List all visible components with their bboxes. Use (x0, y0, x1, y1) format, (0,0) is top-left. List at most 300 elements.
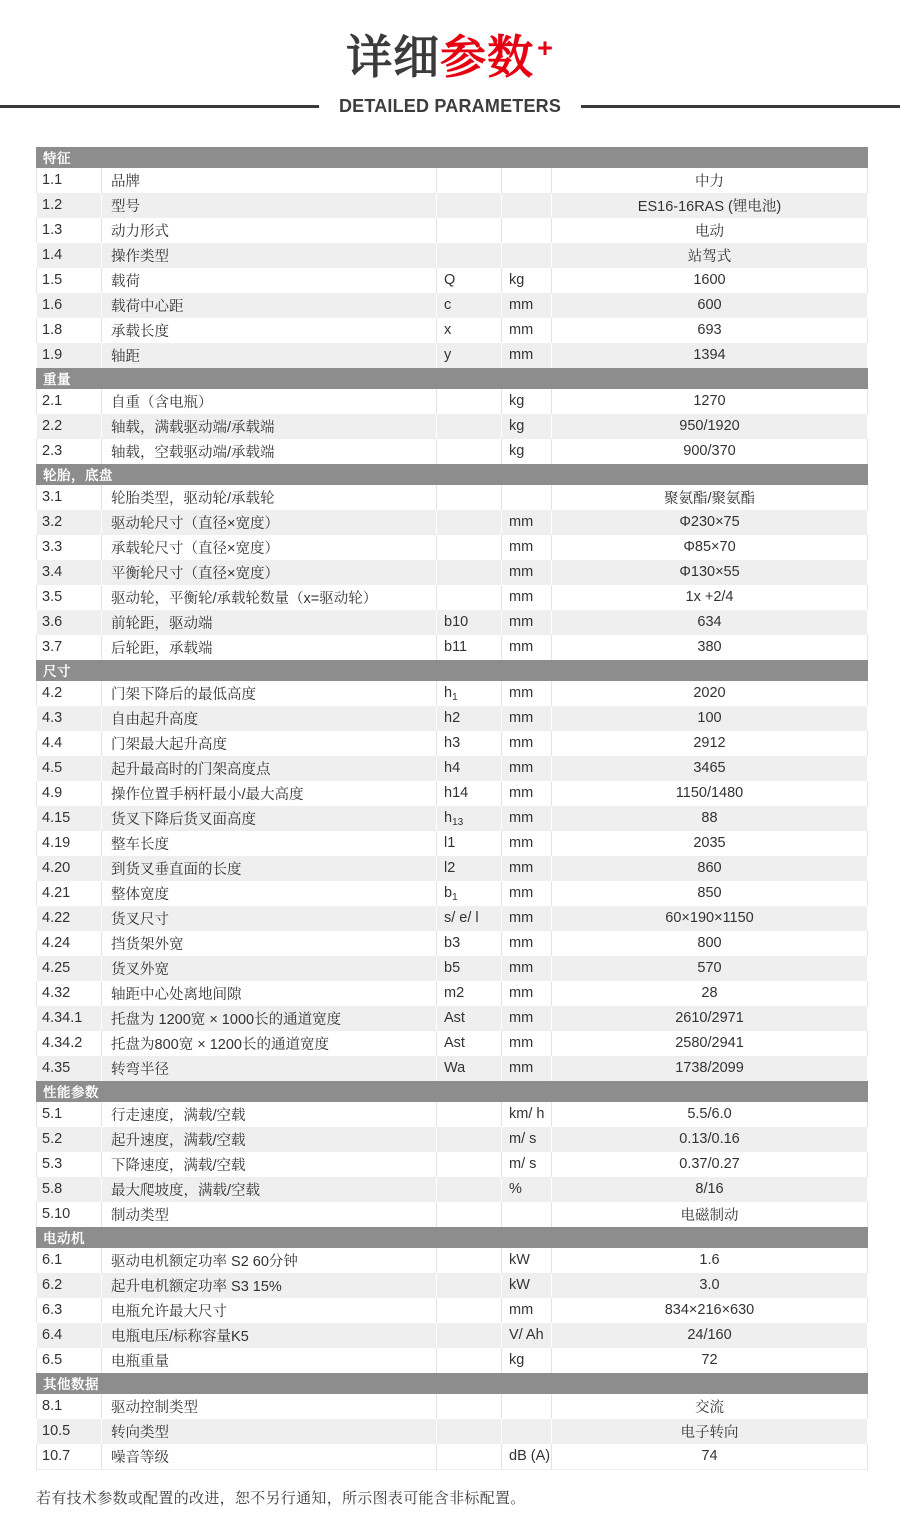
row-symbol: Ast (437, 1031, 502, 1056)
row-value: 1270 (552, 389, 868, 414)
symbol-base: h (444, 685, 453, 702)
row-number: 6.1 (36, 1248, 102, 1273)
spec-row (36, 218, 868, 243)
row-name: 载荷 (102, 268, 437, 293)
row-unit: kg (502, 389, 552, 414)
row-unit (502, 1419, 552, 1444)
row-unit: mm (502, 1056, 552, 1081)
row-number: 4.2 (36, 681, 102, 706)
plus-icon: + (537, 33, 554, 63)
spec-row (36, 1202, 868, 1227)
spec-row (36, 485, 868, 510)
row-name: 驱动轮尺寸（直径×宽度） (102, 510, 437, 535)
row-symbol (437, 535, 502, 560)
row-name: 轮胎类型，驱动轮/承载轮 (102, 485, 437, 510)
row-symbol: s/ e/ l (437, 906, 502, 931)
row-name: 门架下降后的最低高度 (102, 681, 437, 706)
row-unit: mm (502, 610, 552, 635)
section-title: 性能参数 (43, 1085, 99, 1101)
row-unit: mm (502, 635, 552, 660)
row-symbol (437, 681, 502, 706)
subtitle-text: DETAILED PARAMETERS (338, 95, 562, 116)
spec-row (36, 1273, 868, 1298)
row-symbol: l1 (437, 831, 502, 856)
row-value: 3465 (552, 756, 868, 781)
spec-row (36, 560, 868, 585)
row-name: 载荷中心距 (102, 293, 437, 318)
spec-row (36, 881, 868, 906)
spec-row (36, 681, 868, 706)
row-name: 轴距中心处离地间隙 (102, 981, 437, 1006)
row-number: 4.25 (36, 956, 102, 981)
spec-row (36, 610, 868, 635)
row-name: 电瓶电压/标称容量K5 (102, 1323, 437, 1348)
row-name: 轴载，满载驱动端/承载端 (102, 414, 437, 439)
row-name: 起升速度，满载/空载 (102, 1127, 437, 1152)
section-title: 电动机 (43, 1231, 85, 1247)
row-value: Φ230×75 (552, 510, 868, 535)
row-unit: m/ s (502, 1127, 552, 1152)
row-unit: kg (502, 439, 552, 464)
row-name: 承载轮尺寸（直径×宽度） (102, 535, 437, 560)
row-unit: mm (502, 510, 552, 535)
spec-row (36, 243, 868, 268)
row-number: 1.9 (36, 343, 102, 368)
row-value: 693 (552, 318, 868, 343)
row-symbol (437, 1394, 502, 1419)
section-header (36, 147, 868, 168)
row-name: 前轮距，驱动端 (102, 610, 437, 635)
spec-row (36, 293, 868, 318)
row-unit: mm (502, 343, 552, 368)
row-unit (502, 168, 552, 193)
row-name: 后轮距，承载端 (102, 635, 437, 660)
row-unit: mm (502, 1298, 552, 1323)
spec-row (36, 706, 868, 731)
row-value: 1.6 (552, 1248, 868, 1273)
footer-note: 若有技术参数或配置的改进，恕不另行通知，所示图表可能含非标配置。 (36, 1489, 526, 1507)
row-symbol: h4 (437, 756, 502, 781)
section-title: 其他数据 (43, 1377, 99, 1393)
row-value: 电子转向 (552, 1419, 868, 1444)
row-symbol: b10 (437, 610, 502, 635)
section-title: 特征 (43, 151, 71, 167)
row-symbol: h3 (437, 731, 502, 756)
row-number: 10.5 (36, 1419, 102, 1444)
spec-row (36, 956, 868, 981)
row-number: 1.8 (36, 318, 102, 343)
spec-row (36, 389, 868, 414)
spec-row (36, 510, 868, 535)
row-value: 60×190×1150 (552, 906, 868, 931)
row-unit: mm (502, 856, 552, 881)
row-name: 转弯半径 (102, 1056, 437, 1081)
row-value: 24/160 (552, 1323, 868, 1348)
row-name: 品牌 (102, 168, 437, 193)
row-number: 3.3 (36, 535, 102, 560)
row-symbol: Ast (437, 1006, 502, 1031)
spec-row (36, 1419, 868, 1444)
section-header (36, 1081, 868, 1102)
section-title: 轮胎，底盘 (43, 468, 113, 484)
row-number: 5.2 (36, 1127, 102, 1152)
row-symbol: b3 (437, 931, 502, 956)
row-number: 4.4 (36, 731, 102, 756)
row-number: 1.2 (36, 193, 102, 218)
row-number: 5.1 (36, 1102, 102, 1127)
row-value: 28 (552, 981, 868, 1006)
spec-row (36, 731, 868, 756)
row-value: Φ130×55 (552, 560, 868, 585)
row-value: 0.37/0.27 (552, 1152, 868, 1177)
row-name: 行走速度，满载/空载 (102, 1102, 437, 1127)
row-symbol (437, 1102, 502, 1127)
row-number: 4.20 (36, 856, 102, 881)
page-title-accent: 参数 (440, 31, 535, 83)
row-symbol: y (437, 343, 502, 368)
spec-row (36, 318, 868, 343)
spec-row (36, 931, 868, 956)
row-value: 3.0 (552, 1273, 868, 1298)
row-name: 到货叉垂直面的长度 (102, 856, 437, 881)
row-symbol (437, 1298, 502, 1323)
spec-row (36, 1006, 868, 1031)
row-name: 起升电机额定功率 S3 15% (102, 1273, 437, 1298)
row-value: 1394 (552, 343, 868, 368)
row-unit (502, 243, 552, 268)
row-value: 5.5/6.0 (552, 1102, 868, 1127)
row-symbol (437, 1152, 502, 1177)
row-number: 6.4 (36, 1323, 102, 1348)
spec-row (36, 193, 868, 218)
row-number: 4.9 (36, 781, 102, 806)
spec-row (36, 1152, 868, 1177)
row-number: 1.6 (36, 293, 102, 318)
row-value: 834×216×630 (552, 1298, 868, 1323)
section-header (36, 464, 868, 485)
row-value: 8/16 (552, 1177, 868, 1202)
row-value: 1600 (552, 268, 868, 293)
row-value: 2610/2971 (552, 1006, 868, 1031)
row-unit: mm (502, 931, 552, 956)
row-name: 货叉尺寸 (102, 906, 437, 931)
row-number: 6.2 (36, 1273, 102, 1298)
row-unit: mm (502, 560, 552, 585)
page-title (0, 0, 900, 84)
row-unit: kg (502, 414, 552, 439)
row-symbol: h14 (437, 781, 502, 806)
row-value: 950/1920 (552, 414, 868, 439)
spec-row (36, 781, 868, 806)
row-value: 2912 (552, 731, 868, 756)
row-unit: kW (502, 1273, 552, 1298)
section-header (36, 660, 868, 681)
row-unit: mm (502, 956, 552, 981)
row-symbol (437, 1419, 502, 1444)
row-number: 4.34.1 (36, 1006, 102, 1031)
spec-row (36, 1444, 868, 1469)
row-unit: mm (502, 681, 552, 706)
row-name: 托盘为 1200宽 × 1000长的通道宽度 (102, 1006, 437, 1031)
section-title: 重量 (43, 372, 71, 388)
row-unit: mm (502, 293, 552, 318)
row-name: 最大爬坡度，满载/空载 (102, 1177, 437, 1202)
row-unit (502, 1202, 552, 1227)
row-name: 轴距 (102, 343, 437, 368)
row-symbol (437, 439, 502, 464)
spec-row (36, 535, 868, 560)
row-symbol (437, 1202, 502, 1227)
row-name: 自重（含电瓶） (102, 389, 437, 414)
row-symbol (437, 510, 502, 535)
row-symbol: x (437, 318, 502, 343)
row-name: 电瓶重量 (102, 1348, 437, 1373)
row-symbol (437, 218, 502, 243)
symbol-subscript: 1 (452, 691, 458, 703)
spec-row (36, 981, 868, 1006)
section-header (36, 1227, 868, 1248)
row-symbol: h2 (437, 706, 502, 731)
spec-table (36, 147, 868, 1470)
row-unit: mm (502, 585, 552, 610)
row-value: 88 (552, 806, 868, 831)
row-name: 挡货架外宽 (102, 931, 437, 956)
row-number: 5.3 (36, 1152, 102, 1177)
row-name: 噪音等级 (102, 1444, 437, 1469)
spec-row (36, 856, 868, 881)
row-number: 3.6 (36, 610, 102, 635)
row-name: 动力形式 (102, 218, 437, 243)
row-unit: kg (502, 268, 552, 293)
row-name: 整体宽度 (102, 881, 437, 906)
row-symbol (437, 1323, 502, 1348)
spec-row (36, 1298, 868, 1323)
row-name: 轴载，空载驱动端/承载端 (102, 439, 437, 464)
row-unit (502, 1394, 552, 1419)
row-number: 1.4 (36, 243, 102, 268)
row-number: 4.21 (36, 881, 102, 906)
row-unit (502, 193, 552, 218)
spec-row (36, 585, 868, 610)
row-name: 平衡轮尺寸（直径×宽度） (102, 560, 437, 585)
row-unit: mm (502, 906, 552, 931)
row-value: 1738/2099 (552, 1056, 868, 1081)
row-number: 4.34.2 (36, 1031, 102, 1056)
spec-row (36, 439, 868, 464)
spec-row (36, 831, 868, 856)
row-value: 600 (552, 293, 868, 318)
section-header (36, 1373, 868, 1394)
spec-row (36, 1177, 868, 1202)
row-unit: mm (502, 981, 552, 1006)
row-symbol (437, 1273, 502, 1298)
row-value: ES16-16RAS (锂电池) (552, 193, 868, 218)
row-unit: km/ h (502, 1102, 552, 1127)
spec-row (36, 414, 868, 439)
row-symbol: Q (437, 268, 502, 293)
row-symbol (437, 1444, 502, 1469)
row-unit: kW (502, 1248, 552, 1273)
row-number: 1.1 (36, 168, 102, 193)
row-value: 1150/1480 (552, 781, 868, 806)
row-name: 制动类型 (102, 1202, 437, 1227)
row-unit: mm (502, 535, 552, 560)
row-name: 驱动轮，平衡轮/承载轮数量（x=驱动轮） (102, 585, 437, 610)
row-unit: mm (502, 781, 552, 806)
row-unit: kg (502, 1348, 552, 1373)
section-header (36, 368, 868, 389)
spec-row (36, 168, 868, 193)
row-number: 3.2 (36, 510, 102, 535)
row-symbol (437, 389, 502, 414)
row-unit: mm (502, 756, 552, 781)
row-number: 4.15 (36, 806, 102, 831)
spec-row (36, 343, 868, 368)
spec-row (36, 268, 868, 293)
row-name: 货叉下降后货叉面高度 (102, 806, 437, 831)
row-number: 4.5 (36, 756, 102, 781)
spec-row (36, 1102, 868, 1127)
row-name: 自由起升高度 (102, 706, 437, 731)
row-unit (502, 485, 552, 510)
row-number: 3.7 (36, 635, 102, 660)
row-unit: mm (502, 881, 552, 906)
row-unit: mm (502, 1006, 552, 1031)
row-name: 驱动电机额定功率 S2 60分钟 (102, 1248, 437, 1273)
row-name: 货叉外宽 (102, 956, 437, 981)
row-unit: mm (502, 706, 552, 731)
row-unit: m/ s (502, 1152, 552, 1177)
row-symbol (437, 193, 502, 218)
row-value: 2020 (552, 681, 868, 706)
row-value: 中力 (552, 168, 868, 193)
row-number: 3.1 (36, 485, 102, 510)
row-name: 承载长度 (102, 318, 437, 343)
spec-row (36, 1394, 868, 1419)
row-unit (502, 218, 552, 243)
row-number: 4.32 (36, 981, 102, 1006)
row-unit: dB (A) (502, 1444, 552, 1469)
row-symbol (437, 585, 502, 610)
section-title: 尺寸 (43, 664, 71, 680)
row-value: 850 (552, 881, 868, 906)
row-value: 634 (552, 610, 868, 635)
row-value: 1x +2/4 (552, 585, 868, 610)
symbol-subscript: 1 (452, 891, 458, 903)
row-number: 3.4 (36, 560, 102, 585)
row-unit: mm (502, 318, 552, 343)
row-number: 8.1 (36, 1394, 102, 1419)
row-symbol (437, 168, 502, 193)
spec-row (36, 756, 868, 781)
row-unit: mm (502, 731, 552, 756)
row-symbol: c (437, 293, 502, 318)
row-value: 74 (552, 1444, 868, 1469)
symbol-base: b (444, 885, 453, 902)
row-symbol (437, 806, 502, 831)
row-number: 5.8 (36, 1177, 102, 1202)
row-number: 1.5 (36, 268, 102, 293)
row-number: 2.1 (36, 389, 102, 414)
symbol-subscript: 13 (452, 816, 464, 828)
row-unit: mm (502, 831, 552, 856)
row-number: 6.5 (36, 1348, 102, 1373)
row-unit: mm (502, 806, 552, 831)
row-number: 4.22 (36, 906, 102, 931)
row-symbol (437, 560, 502, 585)
row-value: 电磁制动 (552, 1202, 868, 1227)
row-number: 4.24 (36, 931, 102, 956)
row-value: 570 (552, 956, 868, 981)
row-name: 起升最高时的门架高度点 (102, 756, 437, 781)
row-number: 6.3 (36, 1298, 102, 1323)
row-symbol (437, 1348, 502, 1373)
row-number: 1.3 (36, 218, 102, 243)
row-symbol: Wa (437, 1056, 502, 1081)
spec-row (36, 1127, 868, 1152)
row-symbol (437, 243, 502, 268)
row-name: 操作位置手柄杆最小/最大高度 (102, 781, 437, 806)
row-unit: mm (502, 1031, 552, 1056)
row-value: Φ85×70 (552, 535, 868, 560)
row-symbol: b5 (437, 956, 502, 981)
row-unit: % (502, 1177, 552, 1202)
row-value: 0.13/0.16 (552, 1127, 868, 1152)
spec-row (36, 1348, 868, 1373)
row-value: 站驾式 (552, 243, 868, 268)
spec-row (36, 1248, 868, 1273)
row-value: 380 (552, 635, 868, 660)
row-value: 2580/2941 (552, 1031, 868, 1056)
symbol-base: h (444, 810, 453, 827)
row-name: 转向类型 (102, 1419, 437, 1444)
row-symbol (437, 1248, 502, 1273)
row-name: 型号 (102, 193, 437, 218)
spec-row (36, 1323, 868, 1348)
row-number: 5.10 (36, 1202, 102, 1227)
row-symbol (437, 1177, 502, 1202)
row-value: 交流 (552, 1394, 868, 1419)
row-name: 托盘为800宽 × 1200长的通道宽度 (102, 1031, 437, 1056)
row-symbol (437, 881, 502, 906)
subtitle-bar (0, 96, 900, 117)
spec-row (36, 1056, 868, 1081)
row-symbol (437, 414, 502, 439)
row-symbol (437, 485, 502, 510)
row-number: 3.5 (36, 585, 102, 610)
row-number: 4.19 (36, 831, 102, 856)
row-value: 100 (552, 706, 868, 731)
spec-row (36, 1031, 868, 1056)
row-value: 72 (552, 1348, 868, 1373)
row-value: 860 (552, 856, 868, 881)
row-symbol (437, 1127, 502, 1152)
spec-row (36, 806, 868, 831)
row-value: 聚氨酯/聚氨酯 (552, 485, 868, 510)
row-symbol: m2 (437, 981, 502, 1006)
row-number: 4.35 (36, 1056, 102, 1081)
row-unit: V/ Ah (502, 1323, 552, 1348)
row-value: 电动 (552, 218, 868, 243)
row-value: 900/370 (552, 439, 868, 464)
row-symbol: l2 (437, 856, 502, 881)
spec-row (36, 635, 868, 660)
row-name: 操作类型 (102, 243, 437, 268)
spec-row (36, 906, 868, 931)
row-name: 下降速度，满载/空载 (102, 1152, 437, 1177)
row-number: 2.2 (36, 414, 102, 439)
row-number: 10.7 (36, 1444, 102, 1469)
